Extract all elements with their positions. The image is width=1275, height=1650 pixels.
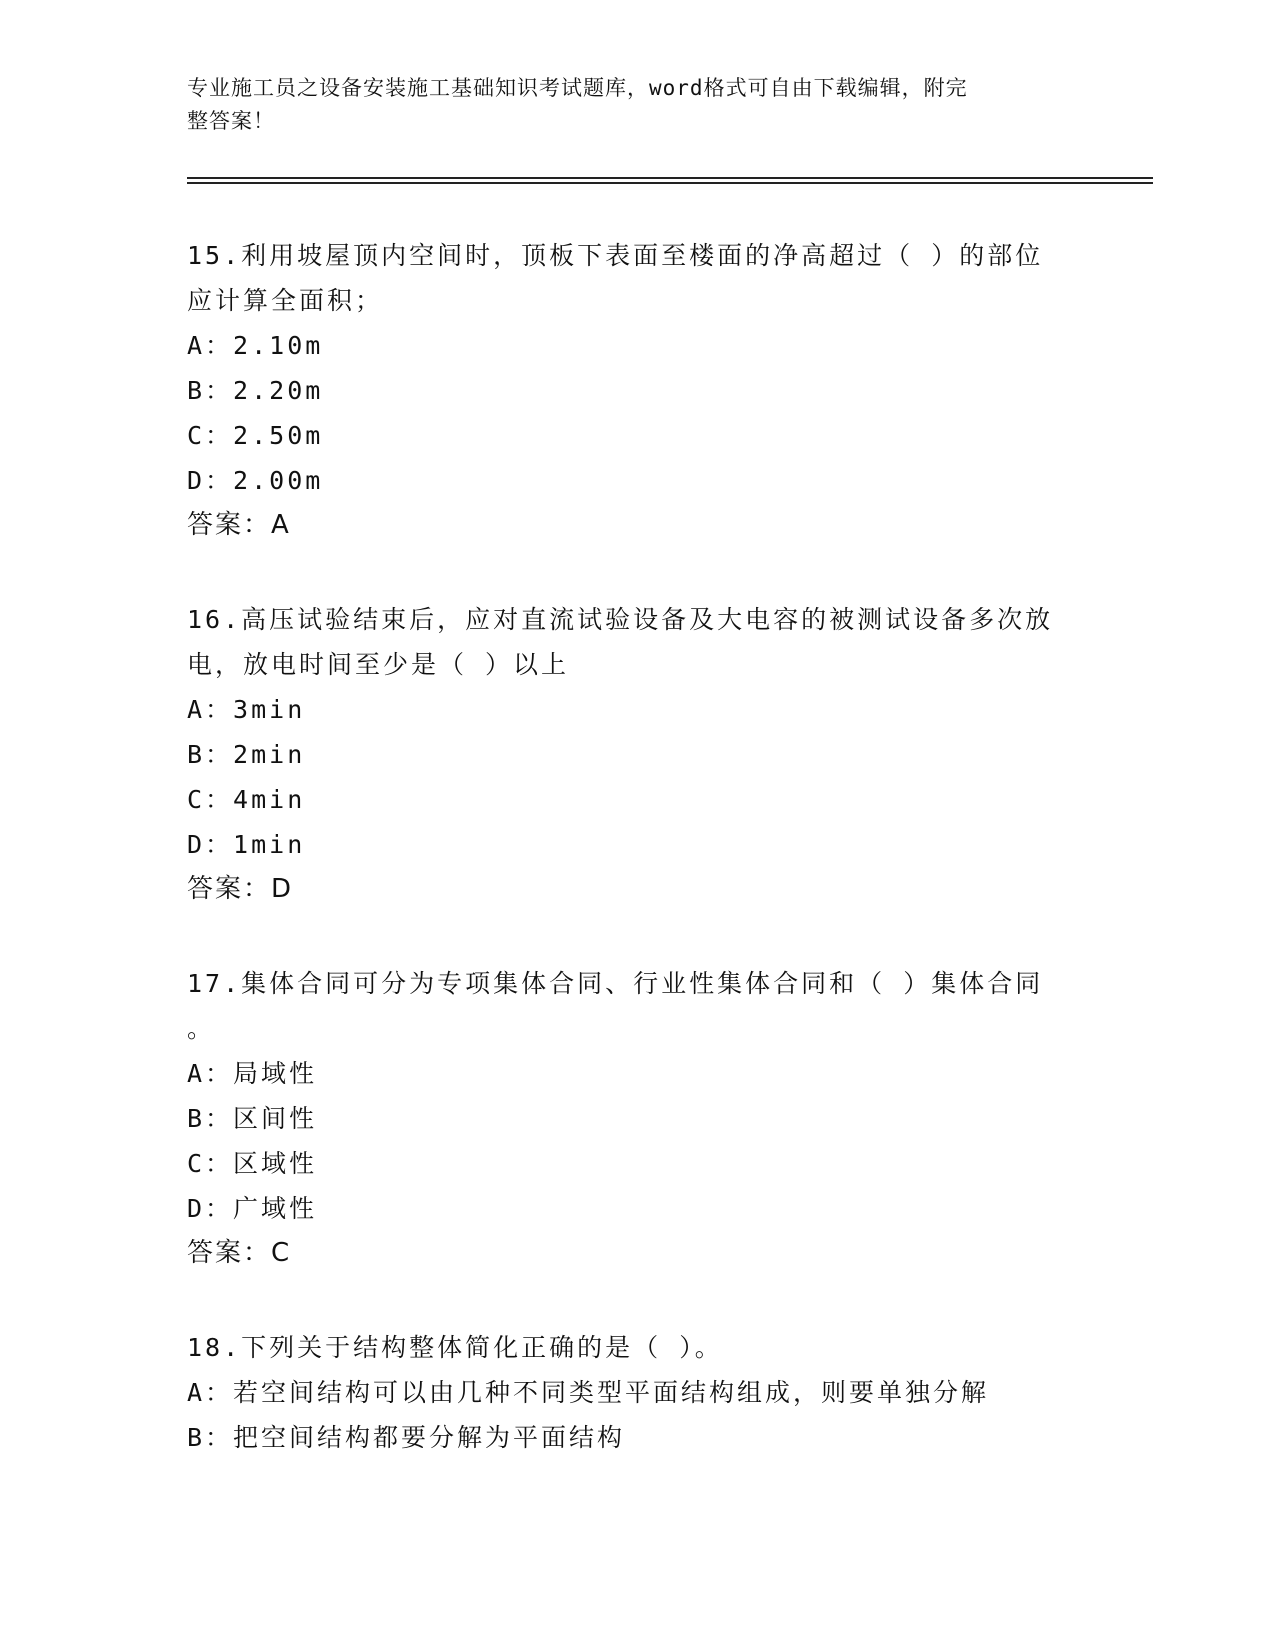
option-a: A：2.10m: [187, 331, 324, 360]
header-line-2: 整答案！: [187, 109, 275, 133]
answer: 答案：D: [187, 874, 294, 904]
option-d: D：1min: [187, 830, 306, 859]
option-b: B：把空间结构都要分解为平面结构: [187, 1423, 626, 1452]
option-a: A：局域性: [187, 1059, 318, 1088]
option-a: A：3min: [187, 695, 306, 724]
answer: 答案：C: [187, 1238, 292, 1268]
header-divider-bottom: [187, 182, 1153, 184]
question-stem: 17.集体合同可分为专项集体合同、行业性集体合同和（ ）集体合同: [187, 969, 1044, 998]
option-c: C：区域性: [187, 1149, 318, 1178]
header-line-1: 专业施工员之设备安装施工基础知识考试题库，word格式可自由下载编辑，附完: [187, 76, 968, 100]
option-c: C：2.50m: [187, 421, 324, 450]
option-b: B：2min: [187, 740, 306, 769]
option-c: C：4min: [187, 785, 306, 814]
option-b: B：区间性: [187, 1104, 318, 1133]
question-17: [187, 961, 1087, 1276]
option-a: A：若空间结构可以由几种不同类型平面结构组成，则要单独分解: [187, 1378, 990, 1407]
option-d: D：2.00m: [187, 466, 324, 495]
document-header: [187, 72, 1067, 138]
question-stem-continued: 应计算全面积；: [187, 286, 384, 315]
question-stem: 18.下列关于结构整体简化正确的是（ ）。: [187, 1333, 723, 1362]
answer: 答案：A: [187, 510, 291, 540]
question-18: [187, 1325, 1087, 1460]
question-stem: 16.高压试验结束后，应对直流试验设备及大电容的被测试设备多次放: [187, 605, 1054, 634]
question-15: [187, 233, 1087, 548]
option-b: B：2.20m: [187, 376, 324, 405]
option-d: D：广域性: [187, 1194, 318, 1223]
question-stem: 15.利用坡屋顶内空间时，顶板下表面至楼面的净高超过（ ）的部位: [187, 241, 1044, 270]
question-16: [187, 597, 1087, 912]
question-stem-continued: 电，放电时间至少是（ ）以上: [187, 650, 570, 679]
question-stem-continued: 。: [187, 1014, 216, 1043]
header-divider-top: [187, 177, 1153, 179]
